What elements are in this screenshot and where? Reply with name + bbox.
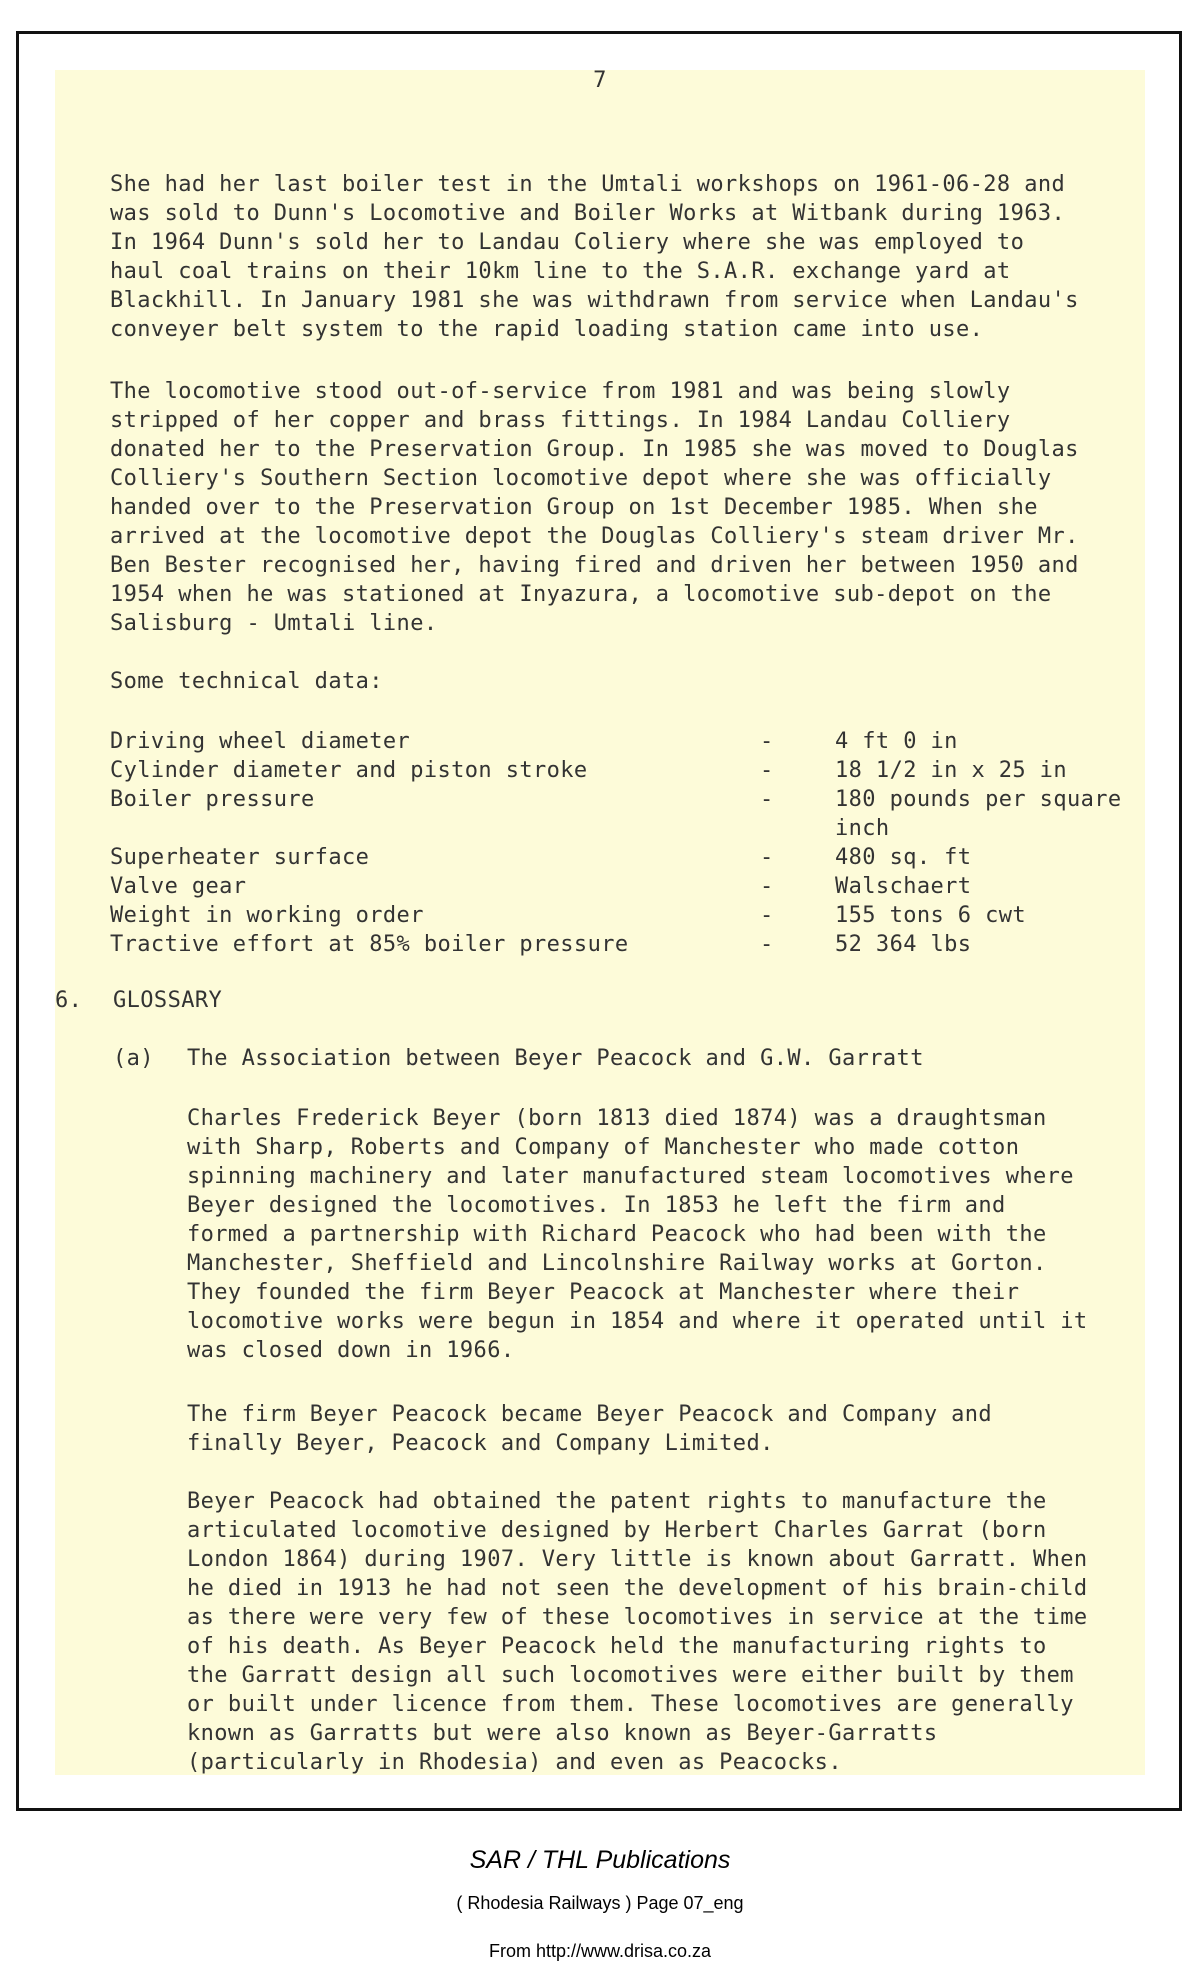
tech-value: 480 sq. ft: [835, 845, 972, 870]
tech-label: Driving wheel diameter: [110, 729, 411, 754]
tech-label: Weight in working order: [110, 903, 424, 928]
tech-label: Tractive effort at 85% boiler pressure: [110, 932, 629, 957]
glossary-section-number: 6.: [55, 988, 83, 1013]
history-paragraph-1: She had her last boiler test in the Umtali workshops on 1961-06-28 and was sold to Dunn's Locomotive and Boiler Works at Witbank during 1963. In 1964 Dunn's sold her to Landau Coliery where she was employed to haul coal trains on their 10km line to the S.A.R. exchange yard at Blackhill. In January 1981 she was withdrawn from service when Landau's conveyer belt system to the rapid loading station came into use.: [110, 172, 1079, 342]
tech-dash: -: [760, 758, 774, 783]
tech-label: Valve gear: [110, 874, 247, 899]
tech-dash: -: [760, 787, 774, 812]
glossary-paragraph-1: Charles Frederick Beyer (born 1813 died 1874) was a draughtsman with Sharp, Roberts and Company of Manchester who made cotton spinning machinery and later manufactured steam locomotives where Beyer designed the locomotives. In 1853 he left the firm and formed a partnership with Richard Peacock who had been with the Manchester, Sheffield and Lincolnshire Railway works at Gorton. They founded the firm Beyer Peacock at Manchester where their locomotive works were begun in 1854 and where it operated until it was closed down in 1966.: [187, 1106, 1088, 1363]
tech-label: Superheater surface: [110, 845, 370, 870]
glossary-paragraph-2: The firm Beyer Peacock became Beyer Peacock and Company and finally Beyer, Peacock and Company Limited.: [187, 1402, 993, 1456]
tech-dash: -: [760, 932, 774, 957]
tech-value: 52 364 lbs: [835, 932, 972, 957]
footer-title: SAR / THL Publications: [469, 1846, 731, 1874]
footer-source: From http://www.drisa.co.za: [488, 1941, 712, 1961]
tech-value: 180 pounds per square inch: [835, 787, 1122, 841]
tech-label: Cylinder diameter and piston stroke: [110, 758, 588, 783]
technical-data-heading: Some technical data:: [110, 669, 383, 694]
tech-value: Walschaert: [835, 874, 972, 899]
page-number: 7: [593, 68, 607, 93]
tech-dash: -: [760, 874, 774, 899]
tech-label: Boiler pressure: [110, 787, 315, 812]
tech-value: 155 tons 6 cwt: [835, 903, 1027, 928]
history-paragraph-2: The locomotive stood out-of-service from 1981 and was being slowly stripped of her copper and brass fittings. In 1984 Landau Colliery donated her to the Preservation Group. In 1985 she was moved to Douglas Colliery's Southern Section locomotive depot where she was officially handed over to the Preservation Group on 1st December 1985. When she arrived at the locomotive depot the Douglas Colliery's steam driver Mr. Ben Bester recognised her, having fired and driven her between 1950 and 1954 when he was stationed at Inyazura, a locomotive sub-depot on the Salisburg - Umtali line.: [110, 379, 1079, 636]
glossary-paragraph-3: Beyer Peacock had obtained the patent rights to manufacture the articulated locomotive designed by Herbert Charles Garrat (born London 1864) during 1907. Very little is known about Garratt. When he died in 1913 he had not seen the development of his brain-child as there were very few of these locomotives in service at the time of his death. As Beyer Peacock held the manufacturing rights to the Garratt design all such locomotives were either built by them or built under licence from them. These locomotives are generally known as Garratts but were also known as Beyer-Garratts (particularly in Rhodesia) and even as Peacocks.: [187, 1489, 1088, 1775]
tech-value: 4 ft 0 in: [835, 729, 958, 754]
glossary-subsection-label: (a): [113, 1046, 154, 1071]
tech-value: 18 1/2 in x 25 in: [835, 758, 1067, 783]
tech-dash: -: [760, 845, 774, 870]
tech-dash: -: [760, 903, 774, 928]
glossary-subsection-title: The Association between Beyer Peacock and G.W. Garratt: [187, 1046, 924, 1071]
glossary-heading: GLOSSARY: [113, 988, 223, 1013]
tech-dash: -: [760, 729, 774, 754]
footer-subtitle: ( Rhodesia Railways ) Page 07_eng: [456, 1893, 744, 1913]
